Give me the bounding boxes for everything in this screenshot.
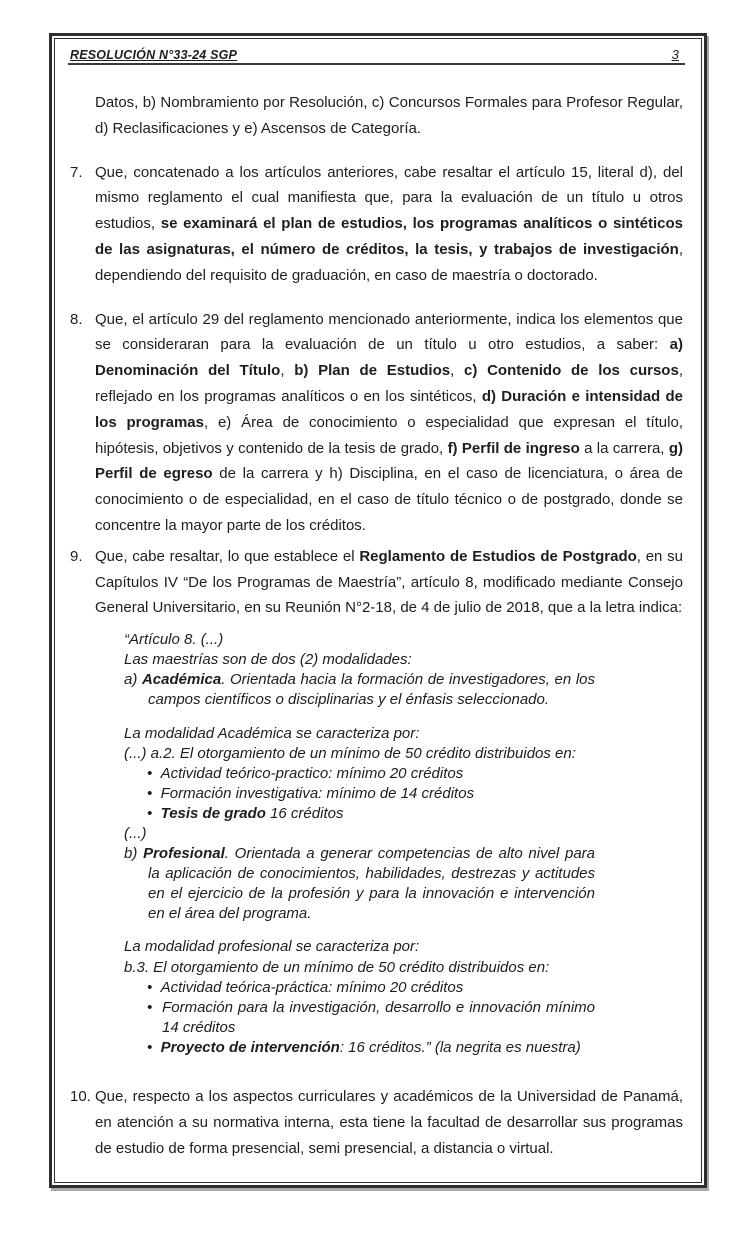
numbered-item-8 — [70, 307, 683, 539]
item-text — [95, 1084, 683, 1161]
text-run: Formación investigativa: mínimo de 14 créditos — [160, 784, 475, 802]
item-number: 7. — [70, 163, 83, 181]
item-number: 9. — [70, 547, 83, 565]
quote-line — [124, 630, 595, 650]
text-run: : 16 créditos.” (la negrita es nuestra) — [339, 1038, 581, 1056]
text-run: b) — [124, 845, 144, 863]
bold-text-run: Académica — [141, 671, 222, 689]
text-run: . Orientada a generar competencias de alto nivel para la aplicación de conocimientos, habilidades, destrezas y actitudes en el ejercicio de la profesión y para la innovación e intervención en el área del programa. — [148, 845, 595, 923]
text-run: a la carrera, — [579, 439, 669, 457]
document-title: RESOLUCIÓN N°33-24 SGP — [70, 48, 238, 62]
bold-text-run: se examinará el plan de estudios, los programas analíticos o sintéticos de las asignaturas, el número de créditos, la tesis, y trabajos de investigación — [95, 215, 683, 258]
quote-bullet — [124, 804, 595, 824]
text-run: 16 créditos — [265, 804, 344, 822]
quote-line — [124, 650, 595, 670]
bold-text-run: Reglamento de Estudios de Postgrado — [359, 547, 637, 565]
text-run: , e) Área de conocimiento o especialidad que expresan el título, hipótesis, objetivos y contenido de la tesis de grado, — [95, 413, 683, 457]
quote-bullet — [124, 764, 595, 784]
intro-paragraph — [95, 90, 683, 142]
quote-bullet — [124, 978, 595, 998]
quote-line — [124, 824, 595, 844]
text-run: de la carrera y h) Disciplina, en el caso de licenciatura, o área de conocimiento o de especialidad, en el caso de título técnico o de postgrado, donde se concentre la mayor parte de los créditos. — [95, 465, 683, 534]
text-run: , — [450, 362, 465, 380]
text-run: Formación para la investigación, desarrollo e innovación mínimo 14 créditos — [162, 998, 595, 1036]
text-run: a) — [124, 671, 142, 689]
text-run: (...) — [124, 824, 147, 842]
item-number: 8. — [70, 310, 83, 328]
bold-text-run: f) Perfil de ingreso — [447, 439, 580, 457]
text-run: , reflejado en los programas analíticos o en los sintéticos, — [95, 362, 683, 405]
text-run: Actividad teórico-practico: mínimo 20 créditos — [160, 764, 464, 782]
page-header — [68, 39, 685, 65]
text-run: La modalidad profesional se caracteriza por: — [124, 938, 420, 956]
bold-text-run: Proyecto de intervención — [160, 1038, 340, 1056]
text-run: Actividad teórica-práctica: mínimo 20 créditos — [160, 978, 464, 996]
item-text — [95, 544, 683, 621]
text-run: Que, concatenado a los artículos anteriores, cabe resaltar el artículo 15, literal d), del mismo reglamento el cual manifiesta que, para la evaluación de un título u otros estudios, — [95, 163, 683, 233]
item-text — [95, 160, 683, 289]
text-run: La modalidad Académica se caracteriza por: — [124, 724, 420, 742]
quotation-block — [124, 630, 595, 1058]
text-run: (...) a.2. El otorgamiento de un mínimo de 50 crédito distribuidos en: — [124, 744, 576, 762]
item-body — [95, 544, 683, 1058]
bold-text-run: Profesional — [143, 845, 225, 863]
text-run: , en su Capítulos IV “De los Programas de Maestría”, artículo 8, modificado mediante Consejo General Universitario, en su Reunión N°2-18, de 4 de julio de 2018, que a la letra indica: — [95, 547, 684, 617]
text-run: Que, cabe resaltar, lo que establece el — [95, 547, 360, 565]
bold-text-run: b) Plan de Estudios — [294, 362, 451, 380]
text-run: , — [280, 362, 295, 380]
text-run: Que, respecto a los aspectos curriculares y académicos de la Universidad de Panamá, en atención a su normativa interna, esta tiene la facultad de desarrollar sus programas de estudio de forma presencial, semi presencial, a distancia o virtual. — [95, 1088, 683, 1157]
text-run: b.3. El otorgamiento de un mínimo de 50 crédito distribuidos en: — [124, 958, 550, 976]
bold-text-run: Tesis de grado — [160, 804, 266, 822]
quote-line — [124, 724, 595, 744]
text-run: Datos, b) Nombramiento por Resolución, c) Concursos Formales para Profesor Regular, d) Reclasificaciones y e) Ascensos de Categoría. — [95, 94, 683, 137]
quote-bullet — [124, 1038, 595, 1058]
item-text — [95, 307, 683, 539]
quote-line — [124, 937, 595, 957]
quote-hang — [124, 670, 595, 710]
quote-hang — [124, 844, 595, 924]
bold-text-run: c) Contenido de los cursos — [464, 362, 679, 380]
text-run: Que, el artículo 29 del reglamento mencionado anteriormente, indica los elementos que se consideraran para la evaluación de un título u otro estudios, a saber: — [95, 310, 683, 354]
page-border-frame — [49, 33, 707, 1188]
text-run: . Orientada hacia la formación de investigadores, en los campos científicos o disciplinarias y el énfasis seleccionado. — [148, 671, 595, 709]
quote-bullet — [124, 998, 595, 1038]
quote-gap — [124, 711, 595, 724]
numbered-item-7 — [70, 160, 683, 289]
text-run: Las maestrías son de dos (2) modalidades: — [124, 651, 412, 669]
text-run: , dependiendo del requisito de graduación, en caso de maestría o doctorado. — [95, 240, 683, 284]
bold-text-run: d) Duración e intensidad de los programas — [95, 387, 683, 431]
page-number: 3 — [671, 47, 679, 62]
numbered-item-10 — [70, 1084, 683, 1161]
document-body — [68, 90, 685, 1161]
bold-text-run: a) Denominación del Título — [95, 336, 683, 380]
quote-line — [124, 958, 595, 978]
quote-line — [124, 744, 595, 764]
numbered-item-9 — [70, 544, 683, 1058]
bold-text-run: g) Perfil de egreso — [95, 439, 683, 483]
quote-gap — [124, 924, 595, 937]
text-run: “Artículo 8. (...) — [124, 631, 224, 649]
item-number: 10. — [70, 1088, 91, 1106]
quote-bullet — [124, 784, 595, 804]
page-border-inner — [54, 38, 702, 1183]
